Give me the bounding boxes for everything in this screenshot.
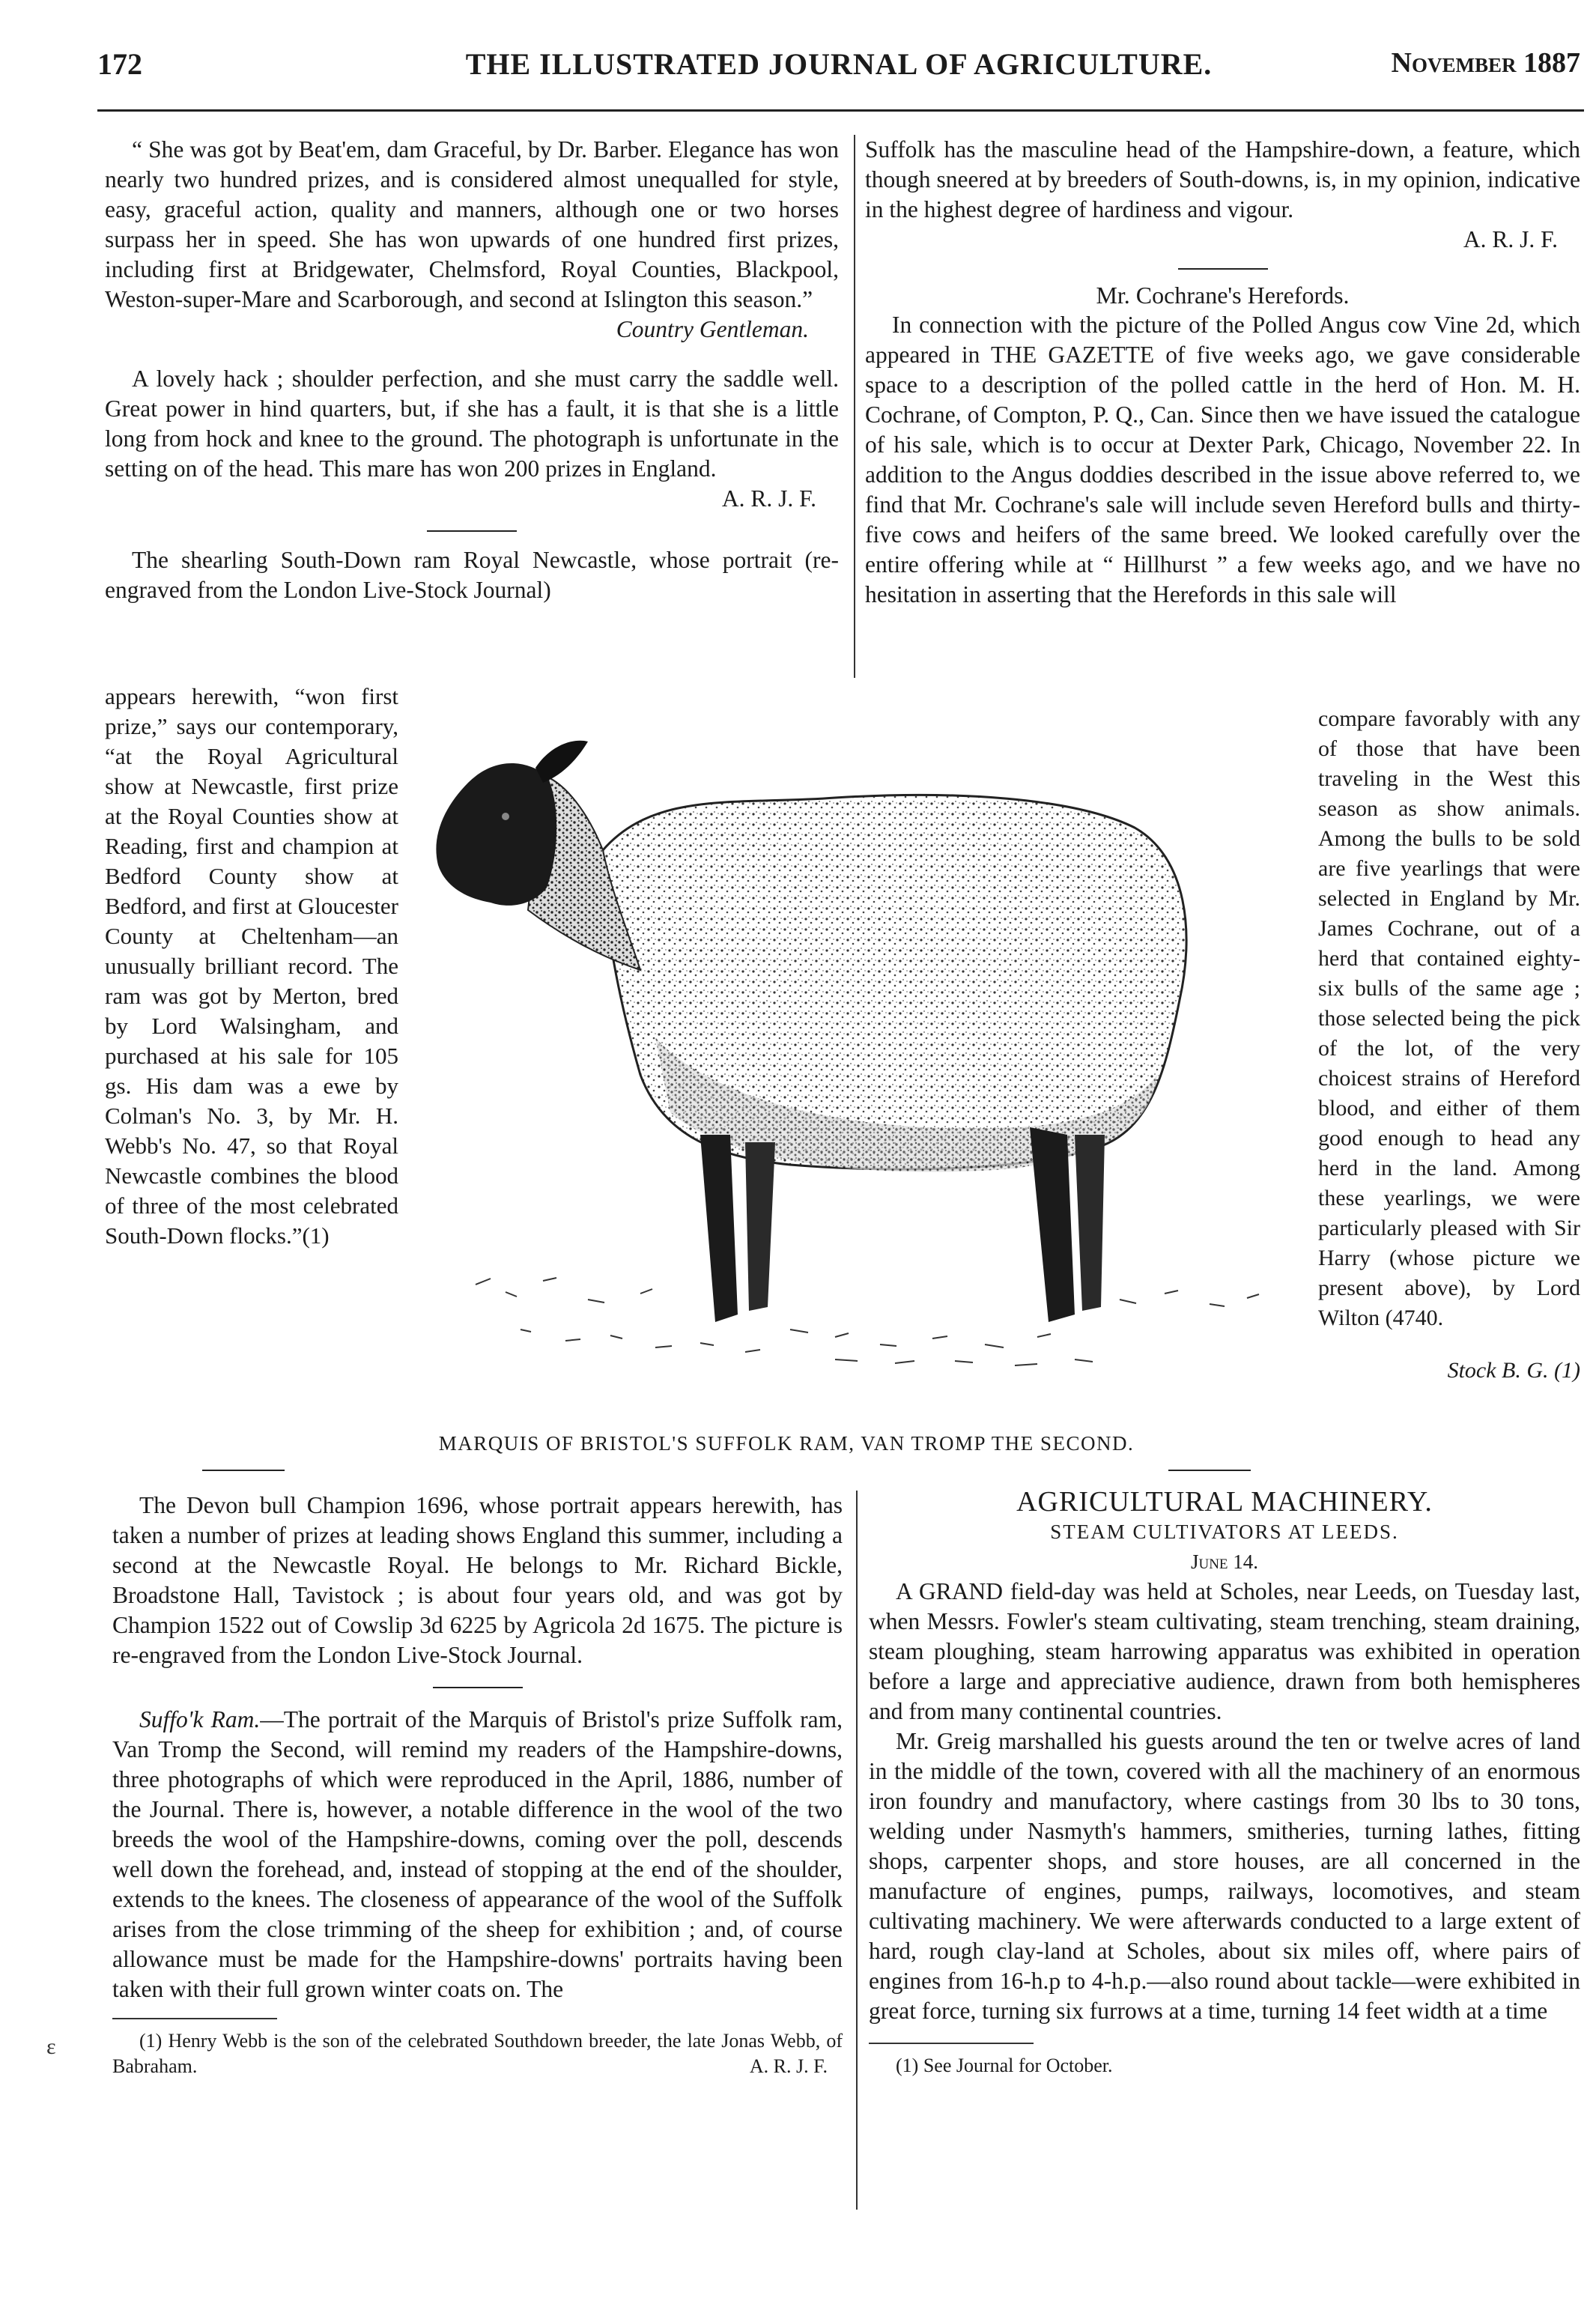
section-divider <box>1178 268 1268 270</box>
column-rule-bottom <box>856 1491 858 2210</box>
section-divider <box>433 1687 523 1688</box>
herefords-title: Mr. Cochrane's Herefords. <box>1096 282 1350 309</box>
suffolk-ram-label: Suffo'k Ram. <box>139 1706 261 1732</box>
herefords-lead: In connection with the picture of the Polled Angus cow Vine 2d, which appeared in THE GAZETTE of five weeks ago, we gave considerable space to a description of the polled cattle in the herd of Hon. M. H. Cochrane, of Compton, P. Q., Can. Since then we have issued the catalogue of his sale, which is to occur at Dexter Park, Chicago, November 22. In addition to the Angus doddies described in the issue above referred to, we find that Mr. Cochrane's sale will include seven Hereford bulls and thirty-five cows and heifers of the same breed. We looked carefully over the entire offering while at “ Hillhurst ” a few weeks ago, and we have no hesitation in asserting that the Herefords in this sale will <box>865 312 1580 607</box>
footnote-webb: (1) Henry Webb is the son of the celebrated Southdown breeder, the late Jonas Webb, of Babraham. <box>112 2030 843 2077</box>
date-line: June 14. <box>1190 1550 1259 1573</box>
herefords-column <box>1318 682 1580 1408</box>
ram-engraving <box>416 685 1307 1442</box>
right-top-column <box>865 135 1580 610</box>
left-top-column <box>105 135 839 605</box>
journal-title: THE ILLUSTRATED JOURNAL OF AGRICULTURE. <box>465 47 1213 81</box>
column-rule-top <box>854 135 855 678</box>
mare-comment: A lovely hack ; shoulder perfection, and she must carry the saddle well. Great power in hind quarters, but, if she has a fault, it is that she is a little long from hock and knee to the ground. The photograph is unfortunate in the setting on of the head. This mare has won 200 prizes in England. <box>105 366 839 482</box>
machinery-paragraph-1: A GRAND field-day was held at Scholes, near Leeds, on Tuesday last, when Messrs. Fowler's steam cultivating, steam trenching, steam draining, steam ploughing, steam harrowing apparatus was exhibited in operation before a large and appreciative audience, drawn from both hemispheres and from many continental countries. <box>869 1578 1580 1724</box>
section-title: AGRICULTURAL MACHINERY. <box>1016 1486 1433 1518</box>
southdown-column <box>105 682 398 1251</box>
footnote-rule <box>112 2018 277 2019</box>
herefords-text: compare favorably with any of those that have been traveling in the West this season as show animals. Among the bulls to be sold are five yearlings that were selected in England by Mr. James Cochrane, out of a herd that contained eighty-six bulls of the same age ; those selected being the pick of the lot, of the very choicest strains of Hereford blood, and either of them good enough to head any herd in the land. Among these yearlings, we were particularly pleased with Sir Harry (whose picture we present above), by Lord Wilton (4740. <box>1318 706 1580 1330</box>
footnote-rule <box>869 2043 1034 2044</box>
suffolk-ram-text: —The portrait of the Marquis of Bristol's prize Suffolk ram, Van Tromp the Second, will remind my readers of the Hampshire-downs, three photographs of which were reproduced in the April, 1886, number of the Journal. There is, however, a notable difference in the wool of the two breeds the wool of the Hampshire-downs, coming over the poll, descends well down the forehead, and, instead of stopping at the end of the shoulder, extends to the knees. The closeness of appearance of the wool of the Suffolk arises from the close trimming of the sheep for exhibition ; and, of course allowance must be made for the Hampshire-downs' portraits having been taken with their full grown winter coats on. The <box>112 1706 843 2002</box>
quote-source: Country Gentleman. <box>616 316 809 342</box>
mare-comment-signature: A. R. J. F. <box>721 485 816 512</box>
page-number: 172 <box>97 47 142 81</box>
quote-elegance: “ She was got by Beat'em, dam Graceful, by Dr. Barber. Elegance has won nearly two hundred prizes, and is considered almost unequalled for style, easy, graceful action, quality and manners, although one or two horses surpass her in speed. She has won upwards of one hundred first prizes, including first at Bridgewater, Chelmsford, Royal Counties, Blackpool, Weston-super-Mare and Scarborough, and second at Islington this season.” <box>105 136 839 312</box>
right-bottom-column <box>869 1487 1580 2079</box>
footnote-signature: A. R. J. F. <box>749 2055 828 2077</box>
herefords-source: Stock B. G. (1) <box>1447 1358 1580 1383</box>
header-rule <box>97 109 1584 112</box>
suffolk-signature: A. R. J. F. <box>1463 226 1558 252</box>
section-divider <box>427 530 517 532</box>
issue-date: November 1887 <box>1391 47 1580 79</box>
section-divider <box>202 1470 285 1471</box>
southdown-lead: The shearling South-Down ram Royal Newcastle, whose portrait (re-engraved from the London Live-Stock Journal) <box>105 547 839 603</box>
left-bottom-column <box>112 1491 843 2079</box>
machinery-paragraph-2: Mr. Greig marshalled his guests around the ten or twelve acres of land in the middle of the town, covered with all the machinery of an enormous iron foundry and manufactory, where castings from 30 lbs to 30 tons, welding under Nasmyth's hammers, smitheries, turning lathes, fitting shops, carpenter shops, and store houses, are all concerned in the manufacture of engines, pumps, railways, locomotives, and steam cultivating machinery. We were afterwards conducted to a large extent of hard, rough clay-land at Scholes, about six miles off, where pairs of engines from 16-h.p to 4-h.p.—also round about tackle—were exhibited in great force, turning six furrows at a time, turning 14 feet width at a time <box>869 1728 1580 2024</box>
sub-title: STEAM CULTIVATORS AT LEEDS. <box>1050 1521 1399 1543</box>
page-header <box>97 46 1580 99</box>
section-divider <box>1168 1470 1251 1471</box>
devon-bull-text: The Devon bull Champion 1696, whose portrait appears herewith, has taken a number of prizes at leading shows England this summer, including a second at the Newcastle Royal. He belongs to Mr. Richard Bickle, Broadstone Hall, Tavistock ; is about four years old, and was got by Champion 1522 out of Cowslip 3d 6225 by Agricola 2d 1675. The picture is re-engraved from the London Live-Stock Journal. <box>112 1492 843 1668</box>
margin-mark: ɛ <box>46 2034 56 2059</box>
illustration-caption: MARQUIS OF BRISTOL'S SUFFOLK RAM, VAN TROMP THE SECOND. <box>438 1432 1135 1455</box>
suffolk-continuation: Suffolk has the masculine head of the Hampshire-down, a feature, which though sneered at by breeders of South-downs, is, in my opinion, indicative in the highest degree of hardiness and vigour. <box>865 136 1580 222</box>
southdown-text: appears herewith, “won first prize,” says our contemporary, “at the Royal Agricultural show at Newcastle, first prize at the Royal Counties show at Reading, first and champion at Bedford County show at Bedford, and first at Gloucester County at Cheltenham—an unusually brilliant record. The ram was got by Merton, bred by Lord Walsingham, and purchased at his sale for 105 gs. His dam was a ewe by Colman's No. 3, by Mr. H. Webb's No. 47, so that Royal Newcastle combines the blood of three of the most celebrated South-Down flocks.”(1) <box>105 683 398 1249</box>
footnote-journal: (1) See Journal for October. <box>896 2055 1113 2076</box>
